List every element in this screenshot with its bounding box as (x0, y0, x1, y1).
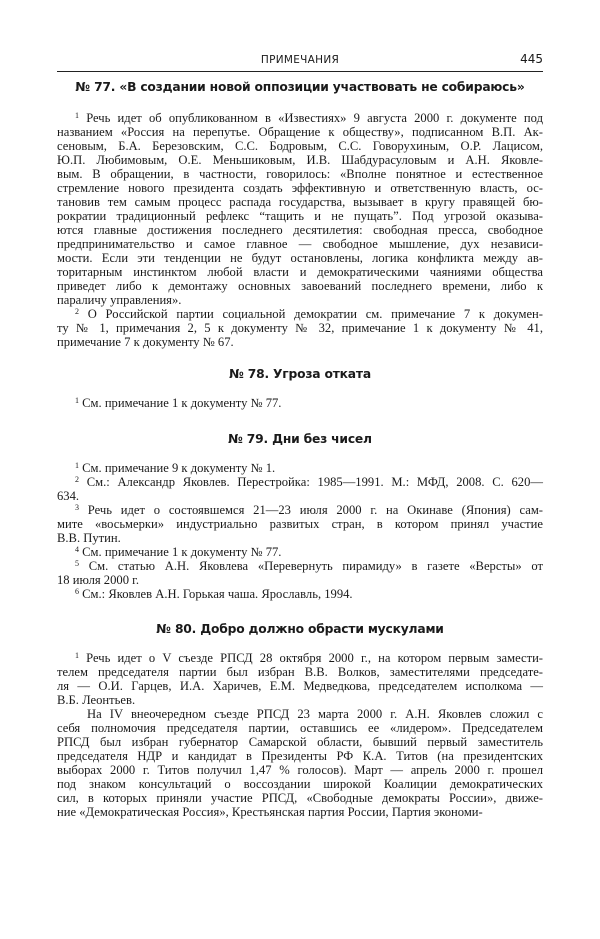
footnote-text: ние «Демократическая Россия», Крестьянская партия России, Партия экономи- (57, 805, 483, 819)
footnote-text: Ю.П. Любимовым, О.Е. Меньшиковым, И.В. Шабдурасуловым и А.Н. Яковле- (57, 153, 543, 167)
footnote-number: 1 (75, 396, 79, 405)
footnote-line (57, 321, 543, 335)
footnote-text: себя полномочия председателя партии, оставшись ее «лидером». Председателем (57, 721, 543, 735)
footnote-text: См. статью А.Н. Яковлева «Перевернуть пирамиду» в газете «Версты» от (88, 559, 544, 573)
footnote-text: Речь идет о V съезде РПСД 28 октября 2000 г., на котором первым замести- (86, 651, 544, 665)
footnote-text: сеновым, Б.А. Березовским, С.С. Бодровым, С.С. Говорухиным, О.Р. Лацисом, (57, 139, 543, 153)
footnote-line (57, 791, 543, 805)
footnote-line (57, 335, 543, 349)
footnote-text: Речь идет о состоявшемся 21—23 июля 2000 г. на Окинаве (Япония) сам- (87, 503, 543, 517)
running-header (57, 54, 543, 70)
footnote-line (57, 721, 543, 735)
footnote-line (57, 307, 543, 321)
footnote-text: Речь идет об опубликованном в «Известиях» 9 августа 2000 г. документе под (86, 111, 543, 125)
footnote-line (57, 293, 543, 307)
footnote-number: 1 (75, 651, 79, 660)
footnote-line (57, 279, 543, 293)
footnote-line (57, 805, 543, 819)
footnote-line (57, 111, 543, 125)
footnote-number: 4 (75, 545, 79, 554)
doc-79-notes (57, 461, 543, 601)
footnote-text: См. примечание 1 к документу № 77. (82, 545, 282, 559)
footnote-line (57, 237, 543, 251)
footnote-text: В.Б. Леонтьев. (57, 693, 136, 707)
footnote-line (57, 517, 543, 531)
footnote-text: названием «Россия на перепутье. Обращение к обществу», подписанном В.П. Ак- (57, 125, 543, 139)
footnote-text: мите «восьмерки» индустриально развитых стран, в котором принял участие (57, 517, 543, 531)
footnote-line (57, 125, 543, 139)
footnote-line (57, 251, 543, 265)
footnote-text: См. примечание 9 к документу № 1. (82, 461, 276, 475)
footnote-text: торитарным инстинктом любой власти и демократическими чаяниями общества (57, 265, 543, 279)
footnote-line (57, 777, 543, 791)
footnote-line (57, 587, 543, 601)
footnote-line (57, 181, 543, 195)
footnote-line (57, 679, 543, 693)
footnote-line (57, 707, 543, 721)
footnote-line (57, 503, 543, 517)
footnote-number: 2 (75, 307, 79, 316)
footnote-line (57, 735, 543, 749)
footnote-line (57, 195, 543, 209)
footnote-text: предпринимательство и самое главное — свободное мышление, дух независи- (57, 237, 543, 251)
footnote-line (57, 531, 543, 545)
footnote-line (57, 693, 543, 707)
footnote-text: тановив тем самым процесс распада государства, вызывает в кругу правящей бю- (57, 195, 543, 209)
footnote-line (57, 209, 543, 223)
doc-79-title: № 79. Дни без чисел (228, 432, 372, 446)
doc-78-title: № 78. Угроза отката (229, 367, 371, 381)
footnote-text: РПСД был избран губернатор Самарской области, бывший первый заместитель (57, 735, 543, 749)
footnote-line (57, 651, 543, 665)
footnote-text: См.: Яковлев А.Н. Горькая чаша. Ярославль, 1994. (82, 587, 353, 601)
footnote-line (57, 763, 543, 777)
section-title: ПРИМЕЧАНИЯ (260, 54, 340, 66)
footnote-line (57, 139, 543, 153)
footnote-text: сил, в которых приняли участие РПСД, «Свободные демократы России», движе- (57, 791, 543, 805)
footnote-text: выборах 2000 г. Титов получил 1,47 % голосов). Март — апрель 2000 г. прошел (57, 763, 543, 777)
footnote-text: рократии традиционный рефлекс “тащить и не пущать”. Под угрозой оказыва- (57, 209, 543, 223)
footnote-number: 1 (75, 461, 79, 470)
footnote-line (57, 749, 543, 763)
footnote-line (57, 153, 543, 167)
footnote-text: телем председателя партии был избран В.В. Волков, заместителями председате- (57, 665, 543, 679)
page-number: 445 (520, 52, 543, 66)
footnote-text: ются главные достижения последнего десятилетия: свободная пресса, свободное (57, 223, 543, 237)
footnote-text: В.В. Путин. (57, 531, 121, 545)
footnote-number: 2 (75, 475, 79, 484)
footnote-number: 5 (75, 559, 79, 568)
footnote-text: См.: Александр Яковлев. Перестройка: 1985—1991. М.: МФД, 2008. С. 620— (86, 475, 543, 489)
doc-77-title: № 77. «В создании новой оппозиции участвовать не собираюсь» (75, 80, 525, 94)
footnote-number: 1 (75, 111, 79, 120)
footnote-line (57, 223, 543, 237)
footnote-text: ля — О.И. Гарцев, И.А. Харичев, Е.М. Медведкова, председателем исполкома — (57, 679, 543, 693)
footnote-text: ту № 1, примечания 2, 5 к документу № 32, примечание 1 к документу № 41, (57, 321, 543, 335)
footnote-text: См. примечание 1 к документу № 77. (82, 396, 282, 410)
footnote-text: О Российской партии социальной демократии см. примечание 7 к докумен- (87, 307, 543, 321)
doc-80-title: № 80. Добро должно обрасти мускулами (156, 622, 444, 636)
footnote-line (57, 559, 543, 573)
footnote-line (57, 167, 543, 181)
footnote-text: примечание 7 к документу № 67. (57, 335, 234, 349)
footnote-number: 6 (75, 587, 79, 596)
footnote-number: 3 (75, 503, 79, 512)
footnote-line (57, 545, 543, 559)
footnote-text: На IV внеочередном съезде РПСД 23 марта 2000 г. А.Н. Яковлев сложил с (87, 707, 543, 721)
doc-78-notes (57, 396, 543, 410)
footnote-line (57, 461, 543, 475)
footnote-text: 18 июля 2000 г. (57, 573, 140, 587)
doc-77-notes (57, 111, 543, 349)
header-rule (57, 71, 543, 72)
footnote-text: параличу управления». (57, 293, 182, 307)
footnote-line (57, 489, 543, 503)
footnote-text: мости. Если эти тенденции не будут остановлены, логика конфликта между ав- (57, 251, 543, 265)
footnote-text: председателя НДР и кандидат в Президенты РФ К.А. Титов (на президентских (57, 749, 543, 763)
footnote-text: вым. В обращении, в частности, говорилось: «Вполне понятное и естественное (57, 167, 543, 181)
footnote-line (57, 396, 543, 410)
footnote-line (57, 475, 543, 489)
footnote-line (57, 265, 543, 279)
footnote-text: под знаком консультаций о воссоздании широкой Коалиции демократических (57, 777, 543, 791)
footnote-text: приведет либо к демонтажу основных завоеваний последнего времени, либо к (57, 279, 543, 293)
footnote-line (57, 665, 543, 679)
footnote-text: 634. (57, 489, 80, 503)
footnote-line (57, 573, 543, 587)
doc-80-notes (57, 651, 543, 819)
footnote-text: стремление нового президента создать эффективную и ответственную власть, ос- (57, 181, 543, 195)
